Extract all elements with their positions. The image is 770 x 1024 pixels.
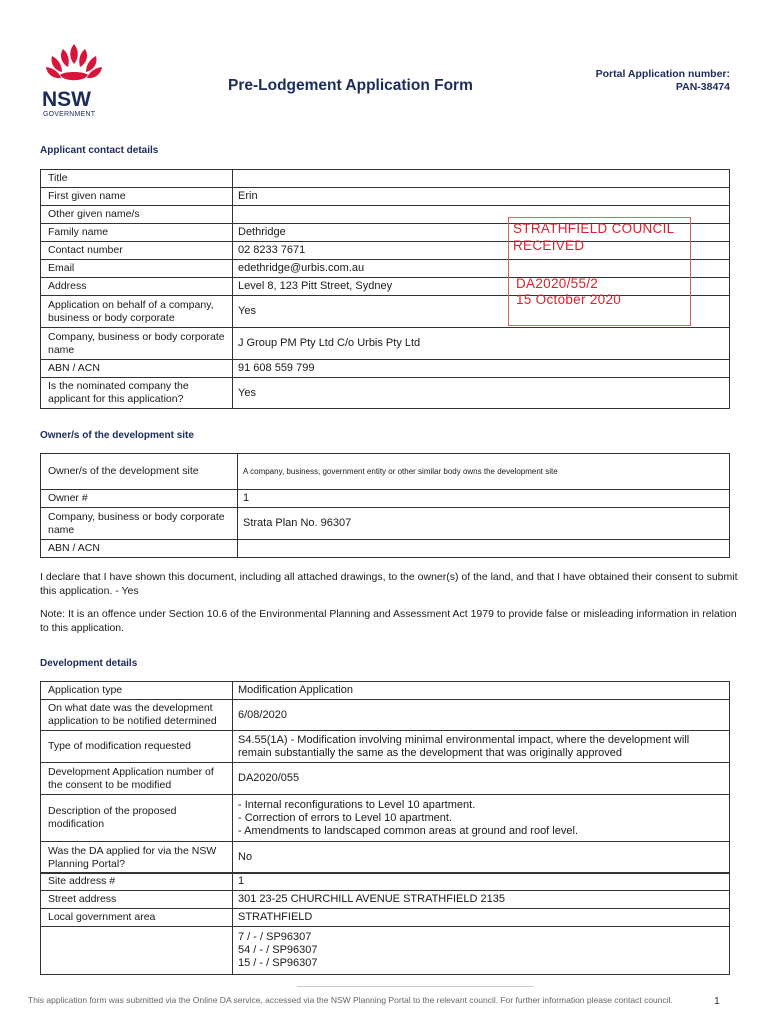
row-label: First given name [41,188,233,206]
note-text: Note: It is an offence under Section 10.6 of the Environmental Planning and Assessment Act 1979 to provide false or misleading information in relation to this application. [40,608,737,634]
row-label: Owner/s of the development site [41,454,238,490]
row-label: Contact number [41,242,233,260]
row-value: 6/08/2020 [233,700,730,731]
row-value: 301 23-25 CHURCHILL AVENUE STRATHFIELD 2135 [233,891,730,909]
row-value [233,170,730,188]
row-value: edethridge@urbis.com.au [233,260,730,278]
table-row [41,909,730,927]
row-label: Is the nominated company the applicant for this application? [41,378,233,409]
row-value: J Group PM Pty Ltd C/o Urbis Pty Ltd [233,328,730,360]
row-value: Level 8, 123 Pitt Street, Sydney [233,278,730,296]
nsw-government-logo [38,42,110,120]
row-label: Type of modification requested [41,731,233,763]
table-row [41,170,730,188]
modification-line: - Correction of errors to Level 10 apartment. [238,811,452,824]
section-applicant-heading: Applicant contact details [40,145,159,156]
lot-item: 54 / - / SP96307 [238,944,318,956]
waratah-icon [46,44,102,80]
row-value: Modification Application [233,682,730,700]
row-label: Was the DA applied for via the NSW Planning Portal? [41,842,233,874]
section-development-heading: Development details [40,658,138,669]
row-value: S4.55(1A) - Modification involving minimal environmental impact, where the development will remain substantially the same as the development that was originally approved [233,731,730,763]
row-value: A company, business, government entity or other similar body owns the development site [238,454,730,490]
table-row [41,540,730,558]
table-row [41,795,730,842]
row-label: Development Application number of the consent to be modified [41,763,233,795]
row-label: On what date was the development application to be notified determined [41,700,233,731]
row-label: Site address # [41,873,233,891]
row-label: Address [41,278,233,296]
row-value [233,795,730,842]
table-row [41,328,730,360]
row-label: Owner # [41,490,238,508]
table-row [41,891,730,909]
modification-line: - Internal reconfigurations to Level 10 apartment. [238,798,476,811]
table-row [41,378,730,409]
portal-label: Portal Application number: [595,68,730,80]
table-row [41,508,730,540]
row-label: ABN / ACN [41,540,238,558]
row-value: 91 608 559 799 [233,360,730,378]
owners-table [40,453,730,558]
table-row [41,763,730,795]
table-row [41,731,730,763]
table-row [41,682,730,700]
table-row [41,360,730,378]
row-value: Dethridge [233,224,730,242]
modification-line: - Amendments to landscaped common areas at ground and roof level. [238,824,578,837]
table-row [41,188,730,206]
section-owners-heading: Owner/s of the development site [40,430,194,441]
row-value: DA2020/055 [233,763,730,795]
row-label: Other given name/s [41,206,233,224]
row-label: Local government area [41,909,233,927]
row-value: 1 [238,490,730,508]
row-label: Street address [41,891,233,909]
row-label: Title [41,170,233,188]
portal-application-number [568,68,730,94]
row-label: Email [41,260,233,278]
row-label: Application on behalf of a company, business or body corporate [41,296,233,328]
footer-text: This application form was submitted via the Online DA service, accessed via the NSW Planning Portal to the relevant council. For further information please contact council. [28,995,673,1005]
row-value: STRATHFIELD [233,909,730,927]
row-value: No [233,842,730,874]
development-table [40,681,730,874]
table-row [41,842,730,874]
row-label [41,927,233,975]
council-received-stamp [508,217,691,326]
table-row [41,700,730,731]
page-number: 1 [714,995,720,1007]
row-label: Company, business or body corporate name [41,508,238,540]
logo-government-text: GOVERNMENT [43,111,96,118]
row-label: Company, business or body corporate name [41,328,233,360]
lot-list [233,927,730,975]
row-label: Application type [41,682,233,700]
row-value: Erin [233,188,730,206]
table-row [41,873,730,891]
site-table [40,872,730,975]
table-row [41,927,730,975]
stamp-date: 15 October 2020 [516,292,622,307]
lot-item: 15 / - / SP96307 [238,957,318,969]
row-value [238,540,730,558]
lot-item: 7 / - / SP96307 [238,931,312,943]
logo-nsw-text: NSW [42,88,91,111]
stamp-da-number: DA2020/55/2 [516,276,599,291]
declaration-text: I declare that I have shown this document, including all attached drawings, to the owner(s) of the land, and that I have obtained their consent to submit this application. - Yes [40,571,738,597]
table-row [41,490,730,508]
table-row [41,454,730,490]
row-value: Strata Plan No. 96307 [238,508,730,540]
row-label: Description of the proposed modification [41,795,233,842]
page-title: Pre-Lodgement Application Form [228,77,473,94]
row-label: ABN / ACN [41,360,233,378]
row-label: Family name [41,224,233,242]
row-value: 02 8233 7671 [233,242,730,260]
stamp-council: STRATHFIELD COUNCIL [513,221,675,236]
row-value: Yes [233,296,730,328]
stamp-received: RECEIVED [513,238,585,253]
footer-divider [297,986,533,987]
portal-number: PAN-38474 [675,81,730,93]
row-value: 1 [233,873,730,891]
row-value: Yes [233,378,730,409]
